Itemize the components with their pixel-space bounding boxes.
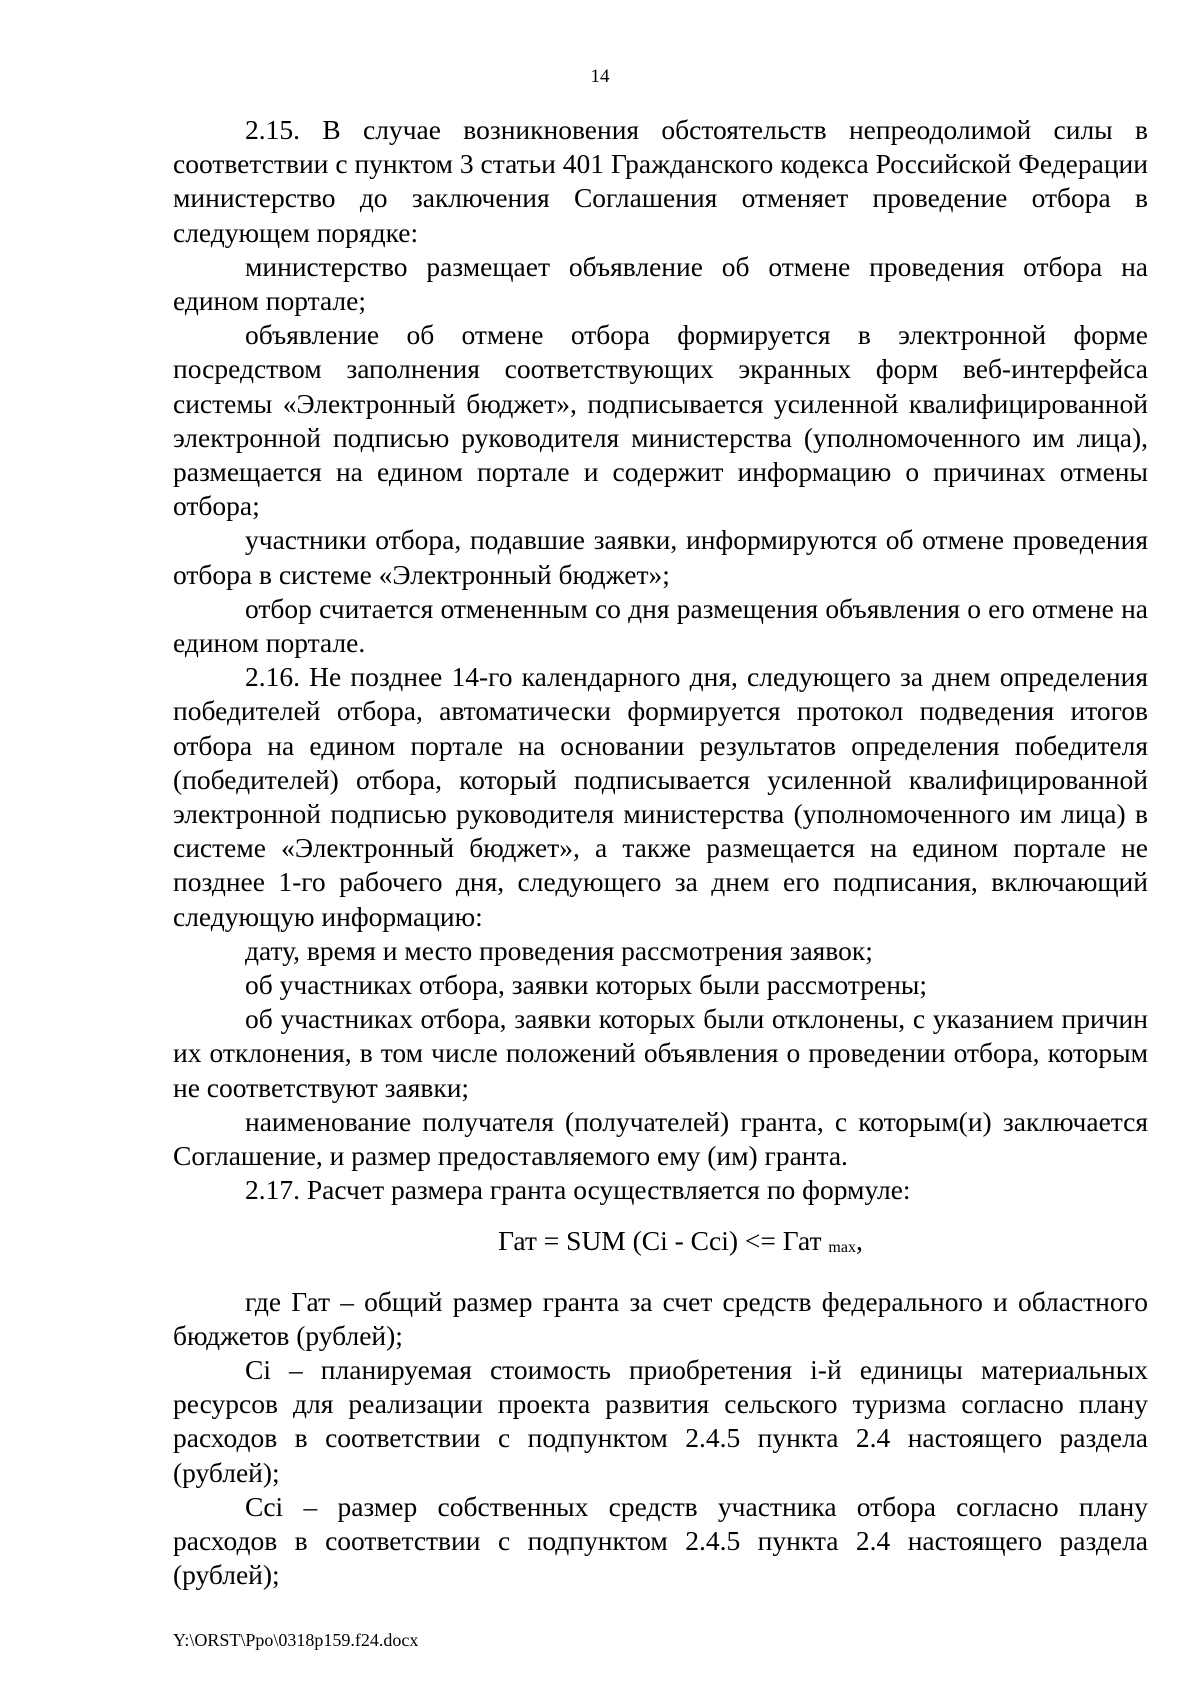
paragraph-item: министерство размещает объявление об отмене проведения отбора на едином портале; (173, 250, 1148, 317)
paragraph-item: дату, время и место проведения рассмотрения заявок; (245, 934, 873, 966)
formula-main: Гат = SUM (Ci - Cci) <= Гат (498, 1224, 822, 1256)
definition-item: где Гат – общий размер гранта за счет средств федерального и областного бюджетов (рублей); (173, 1285, 1148, 1351)
grant-formula (173, 1224, 1148, 1265)
paragraph-item: отбор считается отмененным со дня размещения объявления о его отмене на едином портале. (173, 592, 1148, 659)
paragraph-item: об участниках отбора, заявки которых были отклонены, с указанием причин их отклонения, в том числе положений объявления о проведении отбора, которым не соответствуют заявки; (173, 1003, 1148, 1103)
definition-item: Cci – размер собственных средств участника отбора согласно плану расходов в соответствии с подпунктом 2.4.5 пункта 2.4 настоящего раздела (рублей); (173, 1490, 1148, 1591)
page-number: 14 (590, 66, 610, 87)
paragraph-2-15: 2.15. В случае возникновения обстоятельств непреодолимой силы в соответствии с пунктом 3 статьи 401 Гражданского кодекса Российской Федерации министерство до заключения Соглашения отменяет проведение отбора в следующем порядке: (173, 114, 1148, 248)
paragraph-item: об участниках отбора, заявки которых были рассмотрены; (245, 969, 928, 1001)
paragraph-item: участники отбора, подавшие заявки, информируются об отмене проведения отбора в системе «Электронный бюджет»; (173, 524, 1148, 590)
paragraph-item: наименование получателя (получателей) гранта, с которым(и) заключается Соглашение, и размер предоставляемого ему (им) гранта. (173, 1105, 1148, 1172)
paragraph-2-16: 2.16. Не позднее 14-го календарного дня, следующего за днем определения победителей отбора, автоматически формируется протокол подведения итогов отбора на едином портале на основании результатов определения победителя (победителей) отбора, который подписывается усиленной квалифицированной электронной подписью руководителя министерства (уполномоченного им лица) в системе «Электронный бюджет», а также размещается на едином портале не позднее 1-го рабочего дня, следующего за днем его подписания, включающий следующую информацию: (173, 661, 1148, 932)
formula-subscript: max (828, 1238, 856, 1256)
formula-trailing: , (855, 1224, 863, 1256)
document-body (173, 113, 1148, 1592)
paragraph-2-17: 2.17. Расчет размера гранта осуществляется по формуле: (245, 1174, 911, 1206)
footer-file-path: Y:\ORST\Ppo\0318p159.f24.docx (173, 1630, 419, 1650)
paragraph-item: объявление об отмене отбора формируется в электронной форме посредством заполнения соответствующих экранных форм веб-интерфейса системы «Электронный бюджет», подписывается усиленной квалифицированной электронной подписью руководителя министерства (уполномоченного им лица), размещается на едином портале и содержит информацию о причинах отмены отбора; (173, 319, 1148, 522)
definition-item: Ci – планируемая стоимость приобретения i-й единицы материальных ресурсов для реализации проекта развития сельского туризма согласно плану расходов в соответствии с подпунктом 2.4.5 пункта 2.4 настоящего раздела (рублей); (173, 1353, 1148, 1488)
